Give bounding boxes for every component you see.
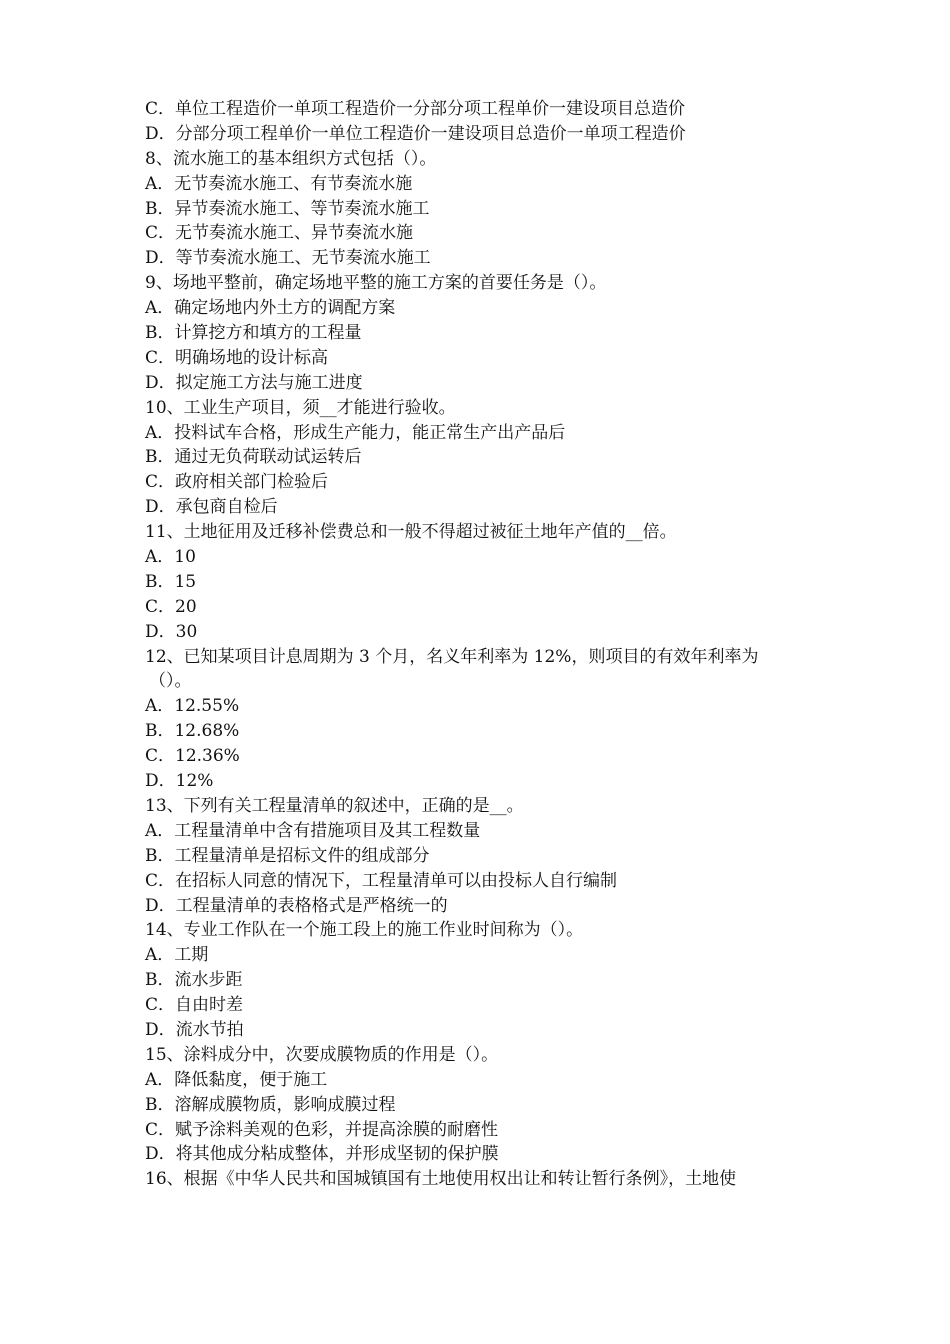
option-line: A．工程量清单中含有措施项目及其工程数量 bbox=[145, 820, 481, 841]
question-line: 14、专业工作队在一个施工段上的施工作业时间称为（）。 bbox=[145, 920, 584, 941]
option-line: C．20 bbox=[145, 596, 197, 617]
option-line: D．30 bbox=[145, 621, 198, 642]
question-line: 9、场地平整前，确定场地平整的施工方案的首要任务是（）。 bbox=[145, 273, 607, 294]
option-line: B．15 bbox=[145, 571, 197, 592]
option-line: B．12.68% bbox=[145, 721, 240, 742]
option-line: B．异节奏流水施工、等节奏流水施工 bbox=[145, 198, 430, 219]
option-line: D．将其他成分粘成整体，并形成坚韧的保护膜 bbox=[145, 1144, 499, 1165]
option-line: C．自由时差 bbox=[145, 995, 244, 1016]
option-line: C．12.36% bbox=[145, 746, 240, 767]
option-line: B．流水步距 bbox=[145, 970, 243, 991]
exam-text-body bbox=[145, 97, 825, 1192]
question-line: 13、下列有关工程量清单的叙述中，正确的是__。 bbox=[145, 795, 524, 816]
option-line: D．承包商自检后 bbox=[145, 497, 278, 518]
option-line: C．政府相关部门检验后 bbox=[145, 472, 329, 493]
question-line: 11、土地征用及迁移补偿费总和一般不得超过被征土地年产值的__倍。 bbox=[145, 522, 677, 543]
option-line: A．无节奏流水施工、有节奏流水施 bbox=[145, 173, 413, 194]
option-line: A．12.55% bbox=[145, 696, 240, 717]
option-line: B．计算挖方和填方的工程量 bbox=[145, 323, 362, 344]
question-line: 10、工业生产项目，须__才能进行验收。 bbox=[145, 397, 456, 418]
question-line: 8、流水施工的基本组织方式包括（）。 bbox=[145, 148, 437, 169]
option-line: D．工程量清单的表格格式是严格统一的 bbox=[145, 895, 448, 916]
option-line: D．流水节拍 bbox=[145, 1019, 244, 1040]
option-line: A．工期 bbox=[145, 945, 209, 966]
option-line: C．单位工程造价一单项工程造价一分部分项工程单价一建设项目总造价 bbox=[145, 99, 686, 119]
option-line: C．赋予涂料美观的色彩，并提高涂膜的耐磨性 bbox=[145, 1119, 499, 1140]
question-line: 16、根据《中华人民共和国城镇国有土地使用权出让和转让暂行条例》，土地使 bbox=[145, 1169, 737, 1190]
option-line: B．通过无负荷联动试运转后 bbox=[145, 447, 362, 468]
option-line: A．降低黏度，便于施工 bbox=[145, 1069, 328, 1090]
option-line: D．分部分项工程单价一单位工程造价一建设项目总造价一单项工程造价 bbox=[145, 123, 686, 144]
question-line-continuation: （）。 bbox=[149, 671, 192, 692]
question-line: 12、已知某项目计息周期为 3 个月，名义年利率为 12%，则项目的有效年利率为 bbox=[145, 646, 759, 667]
option-line: D．12% bbox=[145, 771, 214, 792]
option-line: D．等节奏流水施工、无节奏流水施工 bbox=[145, 248, 431, 269]
option-line: C．明确场地的设计标高 bbox=[145, 347, 329, 368]
question-line: 15、涂料成分中，次要成膜物质的作用是（）。 bbox=[145, 1044, 499, 1065]
option-line: A．确定场地内外土方的调配方案 bbox=[145, 298, 396, 319]
option-line: B．工程量清单是招标文件的组成部分 bbox=[145, 845, 430, 866]
option-line: C．无节奏流水施工、异节奏流水施 bbox=[145, 223, 414, 244]
option-line: B．溶解成膜物质，影响成膜过程 bbox=[145, 1094, 396, 1115]
option-line: A．10 bbox=[145, 547, 196, 568]
option-line: A．投料试车合格，形成生产能力，能正常生产出产品后 bbox=[145, 422, 566, 443]
option-line: D．拟定施工方法与施工进度 bbox=[145, 372, 363, 393]
option-line: C．在招标人同意的情况下，工程量清单可以由投标人自行编制 bbox=[145, 870, 618, 891]
